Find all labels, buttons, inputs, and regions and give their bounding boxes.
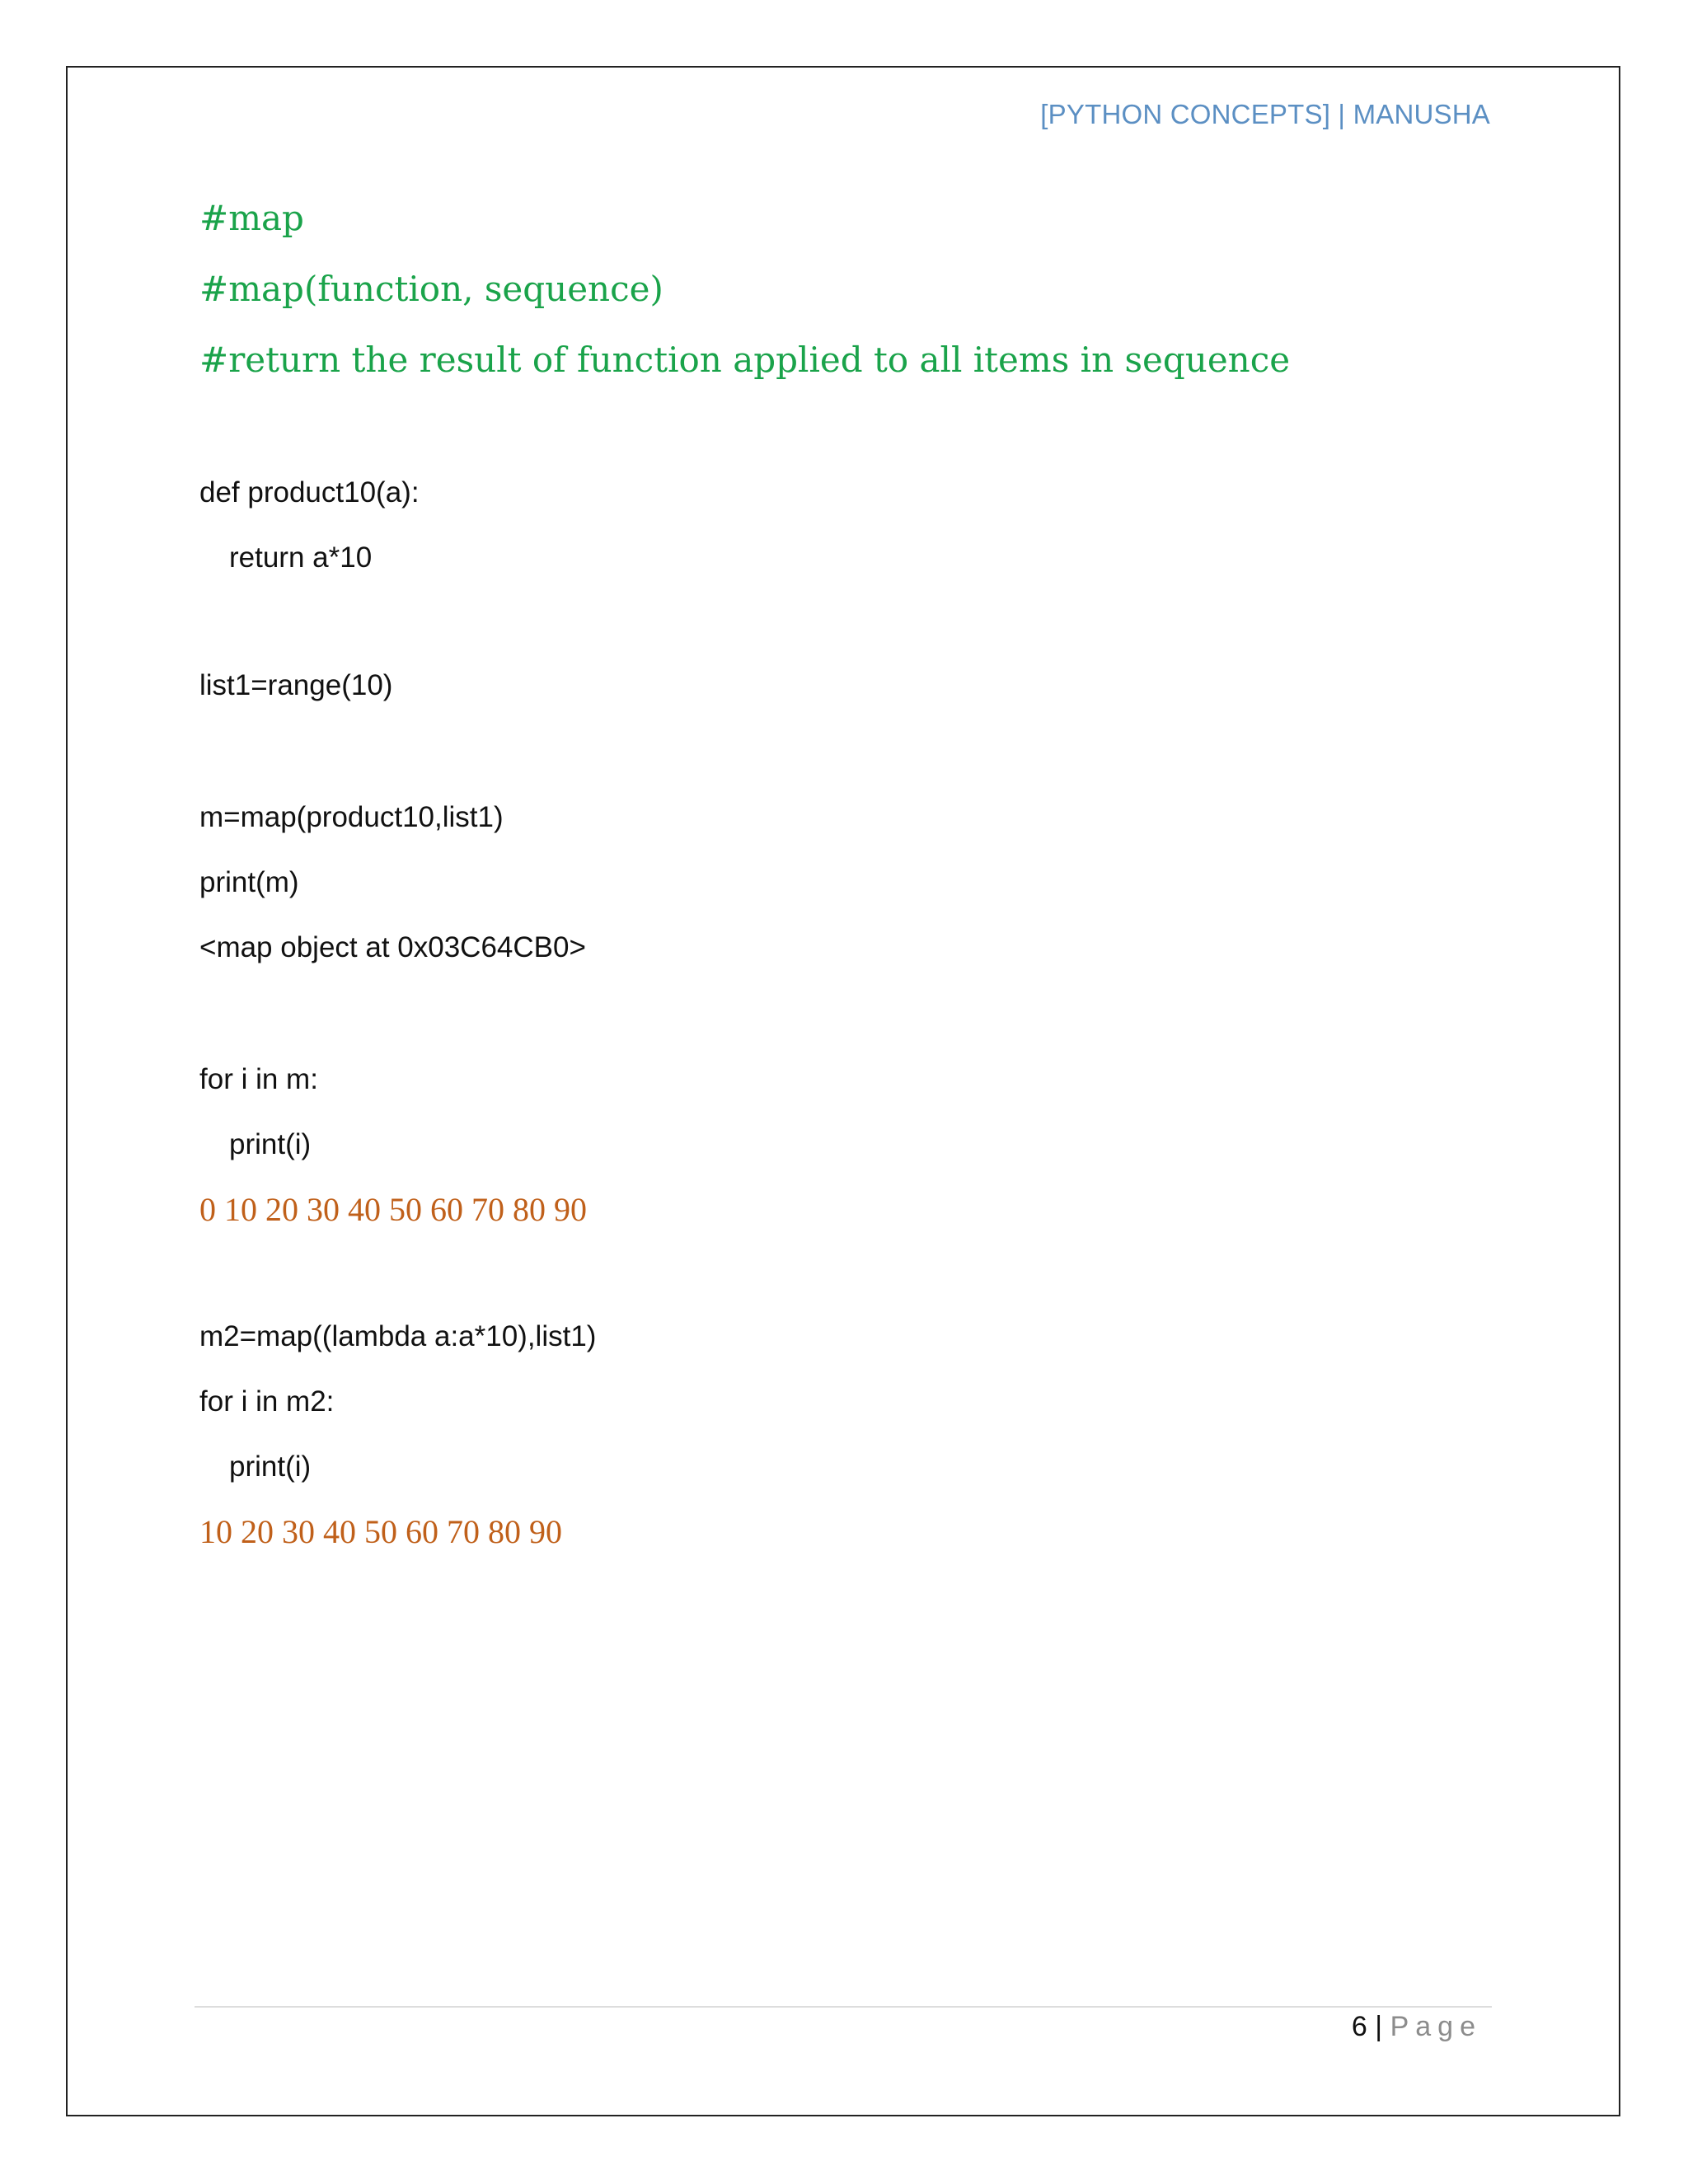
comment-map-signature: #map(function, sequence) [199,269,663,309]
code-map-object-line: <map object at 0x03C64CB0> [199,931,586,963]
code-map-line: m=map(product10,list1) [199,801,504,833]
code-map2-line: m2=map((lambda a:a*10),list1) [199,1320,597,1352]
code-print-m-line: print(m) [199,866,299,898]
running-header: [PYTHON CONCEPTS] | MANUSHA [1040,99,1490,129]
code-list-line: list1=range(10) [199,669,393,701]
code-for-m-line: for i in m: [199,1063,318,1095]
code-return-line: return a*10 [229,541,373,574]
page-number: 6 [1351,2011,1367,2042]
output-line-1: 0 10 20 30 40 50 60 70 80 90 [199,1191,587,1228]
page-word: Page [1390,2011,1482,2042]
footer-rule [195,2006,1492,2008]
code-for-m2-line: for i in m2: [199,1385,335,1418]
footer-separator: | [1375,2011,1383,2042]
code-print-i-line: print(i) [229,1128,312,1160]
comment-map: #map [199,198,304,238]
page-footer [1352,2011,1482,2043]
code-def-line: def product10(a): [199,476,420,509]
code-print-i-line-2: print(i) [229,1451,312,1483]
output-line-2: 10 20 30 40 50 60 70 80 90 [199,1513,562,1550]
comment-map-description: #return the result of function applied to all items in sequence [199,340,1291,380]
